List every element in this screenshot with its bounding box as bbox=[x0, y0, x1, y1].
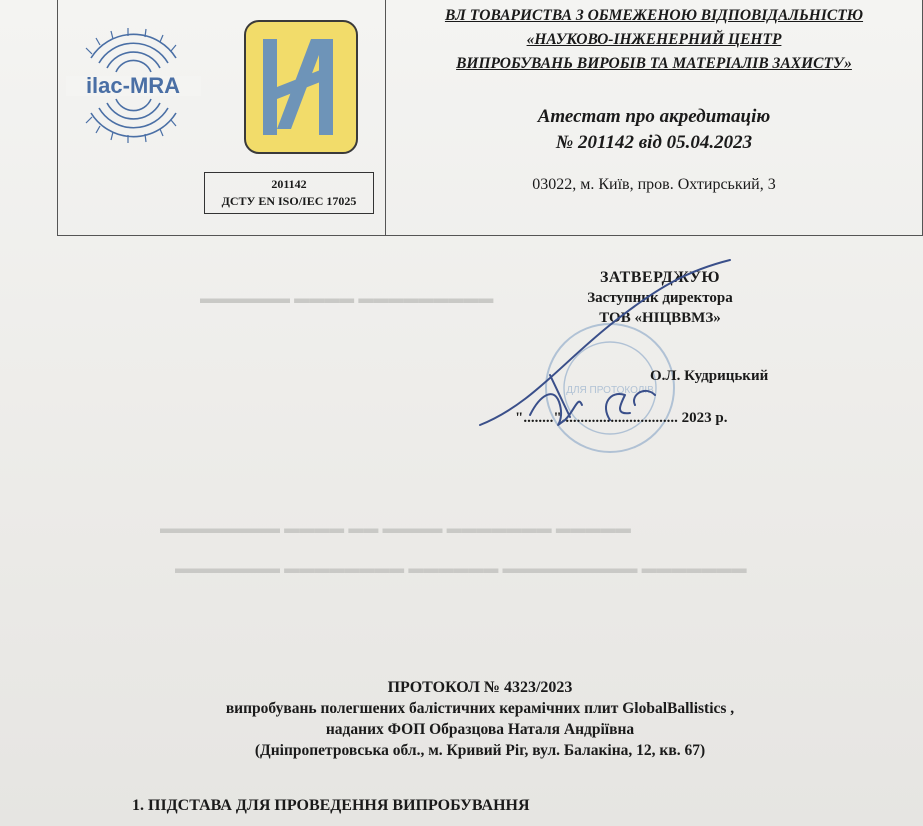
org-address: 03022, м. Київ, пров. Охтирський, 3 bbox=[532, 176, 776, 193]
accreditation-number: 201142 bbox=[271, 177, 307, 191]
ilac-mra-logo bbox=[66, 18, 201, 153]
bleed-through-text: ▬▬▬▬▬▬ ▬▬▬▬ ▬▬▬▬▬▬▬▬▬ bbox=[200, 290, 494, 307]
approval-title: ЗАТВЕРДЖУЮ bbox=[599, 269, 721, 286]
attestat bbox=[386, 104, 922, 156]
org-name-line-3: ВИПРОБУВАНЬ ВИРОБІВ ТА МАТЕРІАЛІВ ЗАХИСТУ» bbox=[456, 55, 852, 72]
logo-column bbox=[58, 0, 386, 235]
handwritten-signature bbox=[470, 255, 750, 445]
naau-logo bbox=[241, 17, 361, 157]
protocol-customer: наданих ФОП Образцова Наталя Андріївна bbox=[325, 721, 635, 738]
accreditation-standard: ДСТУ EN ISO/IEC 17025 bbox=[221, 194, 357, 208]
approval-date-line: "........"............................... 2023 р. bbox=[515, 410, 728, 426]
section-1-heading: 1. ПІДСТАВА ДЛЯ ПРОВЕДЕННЯ ВИПРОБУВАННЯ bbox=[132, 797, 530, 814]
bleed-through-text: ▬▬▬▬▬▬▬▬ ▬▬▬▬ ▬▬ ▬▬▬▬ ▬▬▬▬▬▬▬ ▬▬▬▬▬ bbox=[160, 520, 631, 537]
signer-name: О.Л. Кудрицький bbox=[650, 368, 769, 384]
protocol-customer-address: (Дніпропетровська обл., м. Кривий Ріг, вул. Балакіна, 12, кв. 67) bbox=[254, 742, 706, 759]
protocol-subject: випробувань полегшених балістичних керамічних плит GlobalBallistics , bbox=[225, 700, 735, 717]
ilac-logo-text: ilac-MRA bbox=[85, 73, 181, 98]
attestat-number: № 201142 від 05.04.2023 bbox=[555, 132, 753, 153]
attestat-title: Атестат про акредитацію bbox=[537, 106, 771, 127]
protocol-number: ПРОТОКОЛ № 4323/2023 bbox=[387, 679, 573, 696]
protocol-title-block bbox=[120, 677, 840, 761]
bleed-through-text: ▬▬▬▬▬▬▬ ▬▬▬▬▬▬▬▬ ▬▬▬▬▬▬ ▬▬▬▬▬▬▬▬▬ ▬▬▬▬▬▬▬ bbox=[175, 560, 747, 577]
stamp-text: ДЛЯ ПРОТОКОЛІВ bbox=[566, 385, 654, 396]
org-name-line-2: «НАУКОВО-ІНЖЕНЕРНИЙ ЦЕНТР bbox=[526, 31, 782, 48]
approval-position: Заступник директора bbox=[587, 290, 733, 306]
organization-column bbox=[386, 0, 922, 235]
letterhead bbox=[57, 0, 923, 236]
accreditation-box bbox=[204, 172, 374, 214]
approval-company: ТОВ «НІЦВВМЗ» bbox=[599, 310, 721, 326]
org-name-line-1: ВЛ ТОВАРИСТВА З ОБМЕЖЕНОЮ ВІДПОВІДАЛЬНІСТЮ bbox=[444, 7, 864, 24]
